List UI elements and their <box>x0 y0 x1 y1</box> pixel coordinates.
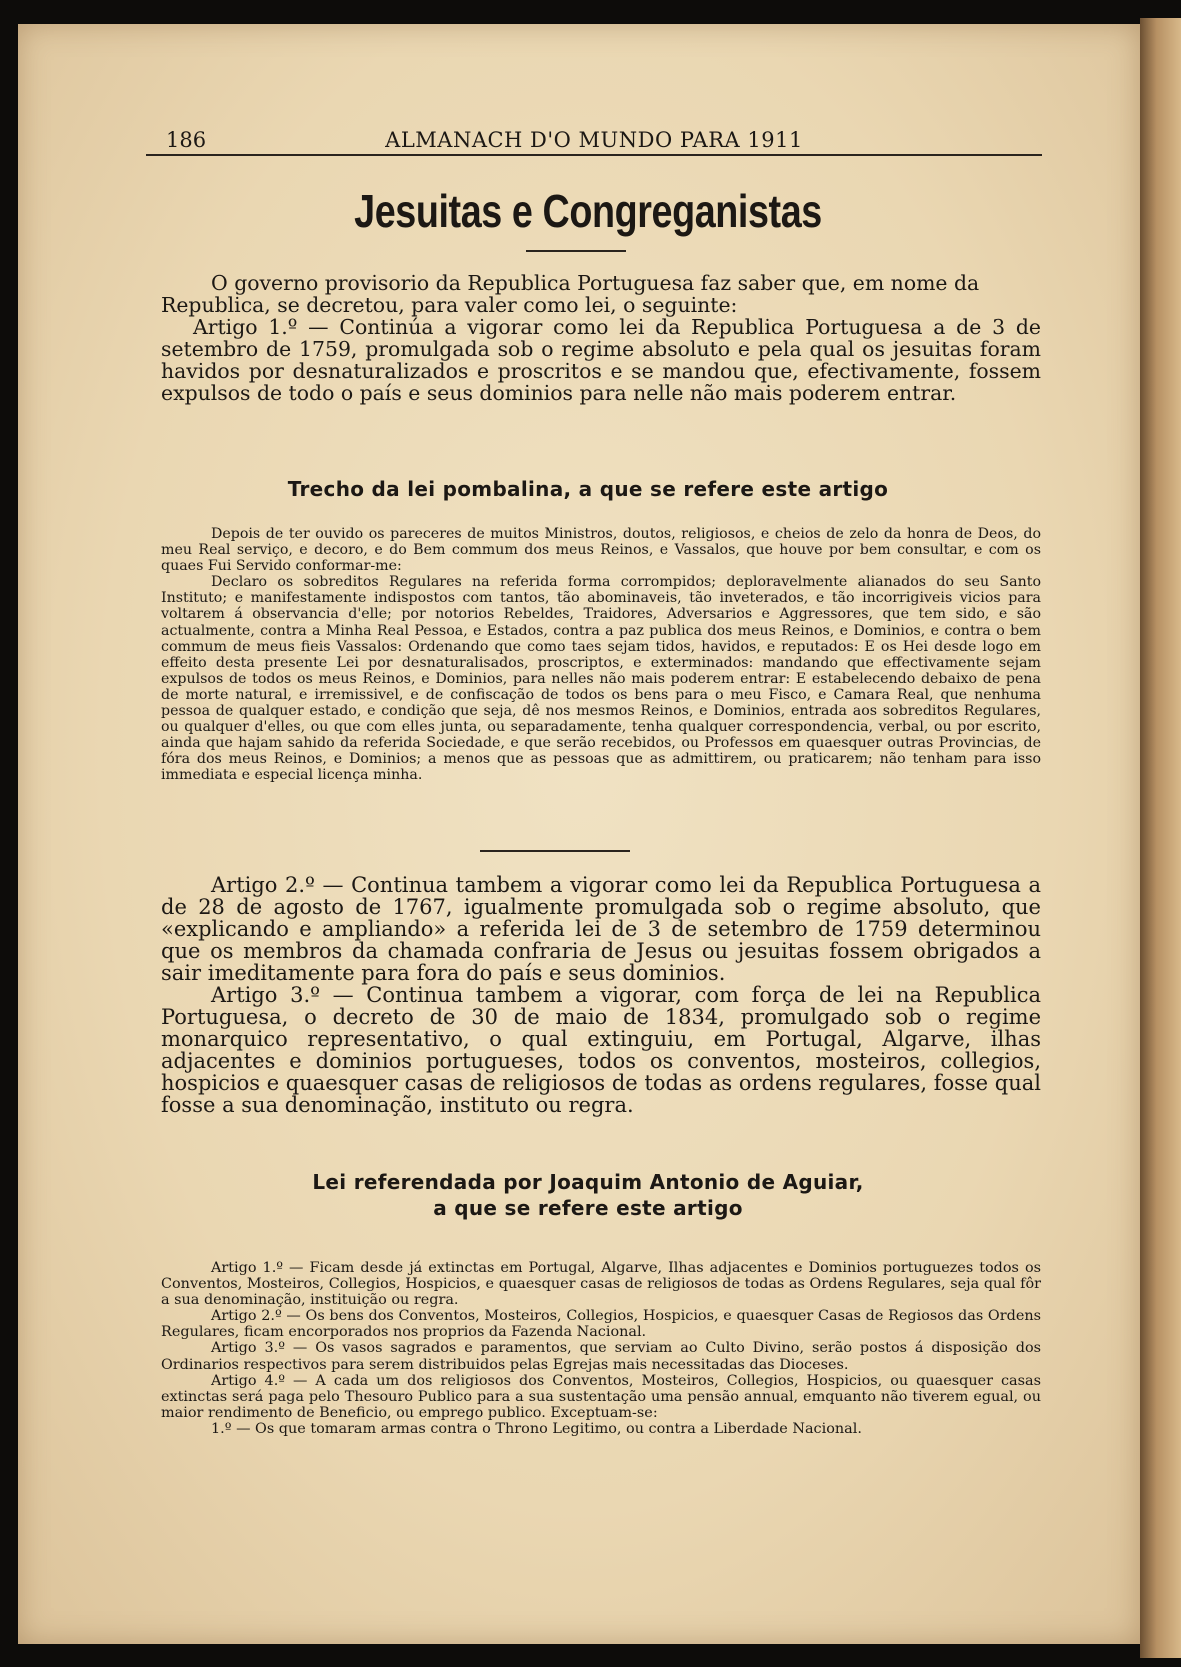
intro-text <box>161 272 1041 404</box>
pombaline-excerpt <box>161 526 1041 784</box>
articles-text <box>161 874 1041 1116</box>
page-header <box>146 114 1042 156</box>
excerpt-heading: Trecho da lei pombalina, a que se refere este artigo <box>287 477 889 501</box>
lei-article-3: Artigo 3.º — Os vasos sagrados e paramentos, que serviam ao Culto Divino, serão postos á disposição dos Ordinarios respectivos para serem distribuidos pelas Egrejas mais necessitadas das Dioceses. <box>161 1340 1041 1373</box>
intro-line-1: O governo provisorio da Republica Portuguesa faz saber que, em nome da <box>211 271 980 295</box>
article-3: Artigo 3.º — Continua tambem a vigorar, com força de lei na Republica Portuguesa, o decreto de 30 de maio de 1834, promulgado sob o regime monarquico representativo, o qual extinguiu, em Portugal, Algarve, ilhas adjacentes e dominios portugueses, todos os conventos, mosteiros, collegios, hospicios e quaesquer casas de religiosos de todas as ordens regulares, fosse qual fosse a sua denominação, instituto ou regra. <box>161 983 1041 1117</box>
lei-article-2: Artigo 2.º — Os bens dos Conventos, Mosteiros, Collegios, Hospicios, e quaesquer Casas de Regiosos das Ordens Regulares, ficam encorporados nos proprios da Fazenda Nacional. <box>161 1308 1041 1341</box>
adjacent-page-edge <box>1140 18 1181 1658</box>
title-divider <box>526 250 626 252</box>
running-title: ALMANACH D'O MUNDO PARA 1911 <box>385 128 803 152</box>
book-page <box>18 24 1140 1644</box>
lei-heading-line-1: Lei referendada por Joaquim Antonio de Aguiar, <box>312 1170 864 1194</box>
lei-text <box>161 1260 1041 1437</box>
excerpt-paragraph-2: Declaro os sobreditos Regulares na referida forma corrompidos; deploravelmente alianados do seu Santo Instituto; e manifestamente indispostos com tantos, tão abominaveis, tão inveterados, e tão incorrigiveis vicios para voltarem á observancia d'elle; por notorios Rebeldes, Traidores, Adversarios e Aggressores, que tem sido, e são actualmente, contra a Minha Real Pessoa, e Estados, contra a paz publica dos meus Reinos, e Dominios, e contra o bem commum de meus fieis Vassalos: Ordenando que como taes sejam tidos, havidos, e reputados: E os Hei desde logo em effeito desta presente Lei por desnaturalisados, proscriptos, e exterminados: mandando que effectivamente sejam expulsos de todos os meus Reinos, e Dominios, para nelles não mais poderem entrar: E estabelecendo debaixo de pena de morte natural, e irremissivel, e de confiscação de todos os bens para o meu Fisco, e Camara Real, que nenhuma pessoa de qualquer estado, e condição que seja, dê nos mesmos Reinos, e Dominios, entrada aos sobreditos Regulares, ou qualquer d'elles, ou que com elles junta, ou separadamente, tenha qualquer correspondencia, verbal, ou por escrito, ainda que hajam sahido da referida Sociedade, e que serão recebidos, ou Professos em quaesquer outras Provincias, de fóra dos meus Reinos, e Dominios; a menos que as pessoas que as admittirem, ou praticarem; não tenham para isso immediata e especial licença minha. <box>161 574 1041 784</box>
page-number: 186 <box>166 128 207 152</box>
lei-exception-1: 1.º — Os que tomaram armas contra o Throno Legitimo, ou contra a Liberdade Nacional. <box>211 1420 862 1437</box>
excerpt-paragraph-1: Depois de ter ouvido os pareceres de muitos Ministros, doutos, religiosos, e cheios de zelo da honra de Deos, do meu Real serviço, e decoro, e do Bem commum dos meus Reinos, e Vassalos, que houve por bem consultar, e com os quaes Fui Servido conformar-me: <box>161 526 1041 575</box>
section-divider <box>480 850 630 852</box>
lei-article-4: Artigo 4.º — A cada um dos religiosos dos Conventos, Mosteiros, Collegios, Hospicios, ou quaesquer casas extinctas será paga pelo Thesouro Publico para a sua sustentação uma pensão annual, emquanto não tiverem egual, ou maior rendimento de Beneficio, ou emprego publico. Exceptuam-se: <box>161 1372 1041 1421</box>
article-2: Artigo 2.º — Continua tambem a vigorar como lei da Republica Portuguesa a de 28 de agosto de 1767, igualmente promulgada sob o regime absoluto, que «explicando e ampliando» a referida lei de 3 de setembro de 1759 determinou que os membros da chamada confraria de Jesus ou jesuitas fossem obrigados a sair imeditamente para fora do país e seus dominios. <box>161 873 1041 985</box>
lei-article-1: Artigo 1.º — Ficam desde já extinctas em Portugal, Algarve, Ilhas adjacentes e Dominios portuguezes todos os Conventos, Mosteiros, Collegios, Hospicios, e quaesquer casas de religiosos de todas as Ordens Regulares, seja qual fôr a sua denominação, instituição ou regra. <box>161 1260 1041 1309</box>
intro-line-2: Republica, se decretou, para valer como lei, o seguinte: <box>161 293 738 317</box>
page-title: Jesuitas e Congreganistas <box>354 185 822 237</box>
lei-heading-line-2: a que se refere este artigo <box>433 1196 743 1220</box>
article-1: Artigo 1.º — Continúa a vigorar como lei da Republica Portuguesa a de 3 de setembro de 1759, promulgada sob o regime absoluto e pela qual os jesuitas foram havidos por desnaturalizados e proscritos e se mandou que, efectivamente, fossem expulsos de todo o país e seus dominios para nelle não mais poderem entrar. <box>161 315 1041 405</box>
